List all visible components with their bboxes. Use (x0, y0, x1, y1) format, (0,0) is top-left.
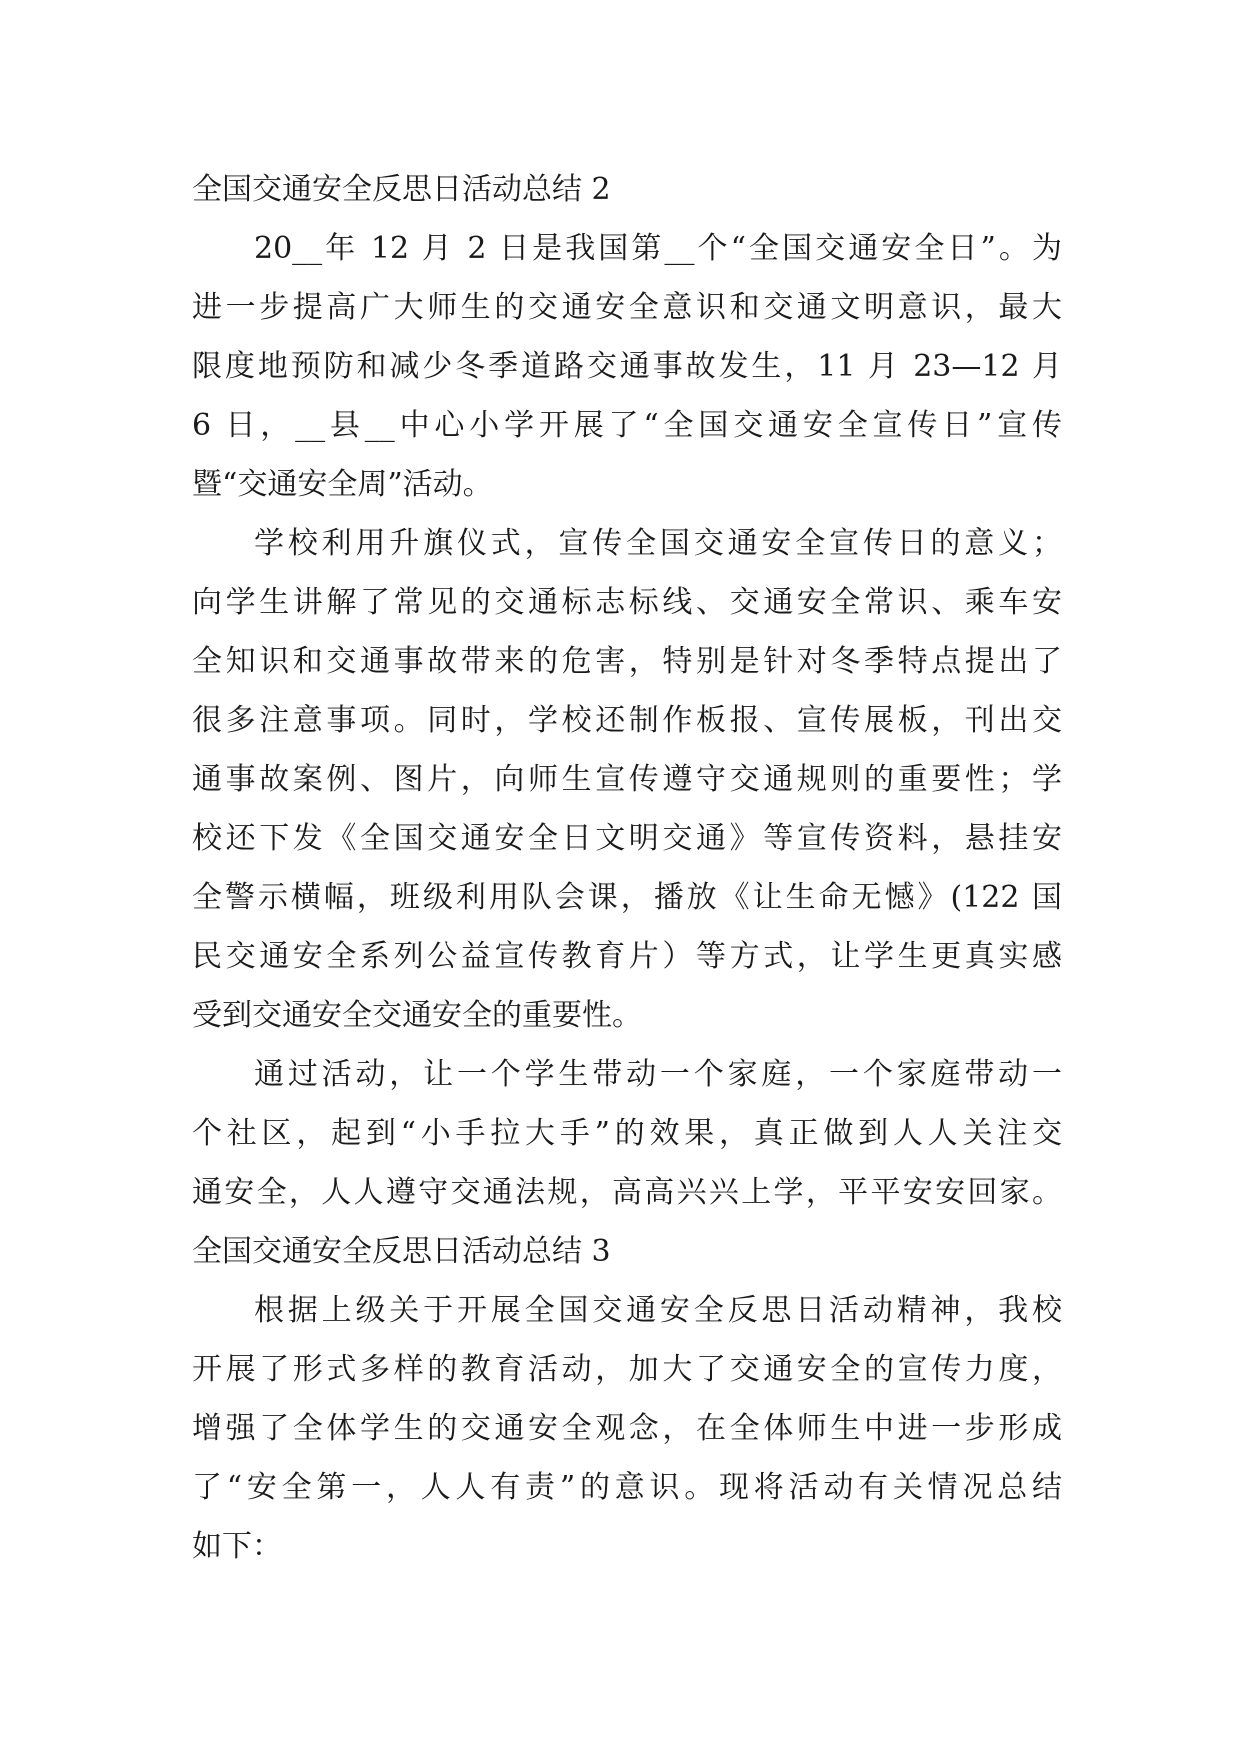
text-line: 个社区，起到“小手拉大手”的效果，真正做到人人关注交 (192, 1116, 1062, 1151)
text-line: 校还下发《全国交通安全日文明交通》等宣传资料，悬挂安 (192, 821, 1062, 856)
text-line: 开展了形式多样的教育活动，加大了交通安全的宣传力度， (192, 1352, 1062, 1387)
text-line: 限度地预防和减少冬季道路交通事故发生，11 月 23—12 月 (192, 349, 1062, 384)
text-line: 如下： (192, 1529, 282, 1564)
text-line: 全知识和交通事故带来的危害，特别是针对冬季特点提出了 (192, 644, 1062, 679)
paragraph (192, 219, 1062, 514)
paragraph (192, 1045, 1062, 1222)
text-line: 全警示横幅，班级利用队会课，播放《让生命无憾》(122 国 (192, 880, 1062, 915)
section-title: 全国交通安全反思日活动总结 3 (192, 1234, 611, 1269)
text-line: 了“安全第一，人人有责”的意识。现将活动有关情况总结 (192, 1470, 1062, 1505)
text-line: 进一步提高广大师生的交通安全意识和交通文明意识，最大 (192, 290, 1062, 325)
text-line: 向学生讲解了常见的交通标志标线、交通安全常识、乘车安 (192, 585, 1062, 620)
text-line: 通事故案例、图片，向师生宣传遵守交通规则的重要性；学 (192, 762, 1062, 797)
section-title: 全国交通安全反思日活动总结 2 (192, 172, 611, 207)
text-line: 受到交通安全交通安全的重要性。 (192, 998, 642, 1033)
text-line: 民交通安全系列公益宣传教育片）等方式，让学生更真实感 (192, 939, 1062, 974)
text-line: 根据上级关于开展全国交通安全反思日活动精神，我校 (254, 1293, 1062, 1328)
text-line: 通安全，人人遵守交通法规，高高兴兴上学，平平安安回家。 (192, 1175, 1062, 1210)
text-line: 增强了全体学生的交通安全观念，在全体师生中进一步形成 (192, 1411, 1062, 1446)
text-line: 通过活动，让一个学生带动一个家庭，一个家庭带动一 (254, 1057, 1062, 1092)
text-line: 很多注意事项。同时，学校还制作板报、宣传展板，刊出交 (192, 703, 1062, 738)
paragraph (192, 514, 1062, 1045)
text-line: 20__年 12 月 2 日是我国第__个“全国交通安全日”。为 (254, 231, 1062, 266)
text-line: 暨“交通安全周”活动。 (192, 467, 493, 502)
document-body (192, 160, 1062, 1576)
text-line: 学校利用升旗仪式，宣传全国交通安全宣传日的意义； (254, 526, 1062, 561)
paragraph (192, 1281, 1062, 1576)
text-line: 6 日，__县__中心小学开展了“全国交通安全宣传日”宣传 (192, 408, 1062, 443)
